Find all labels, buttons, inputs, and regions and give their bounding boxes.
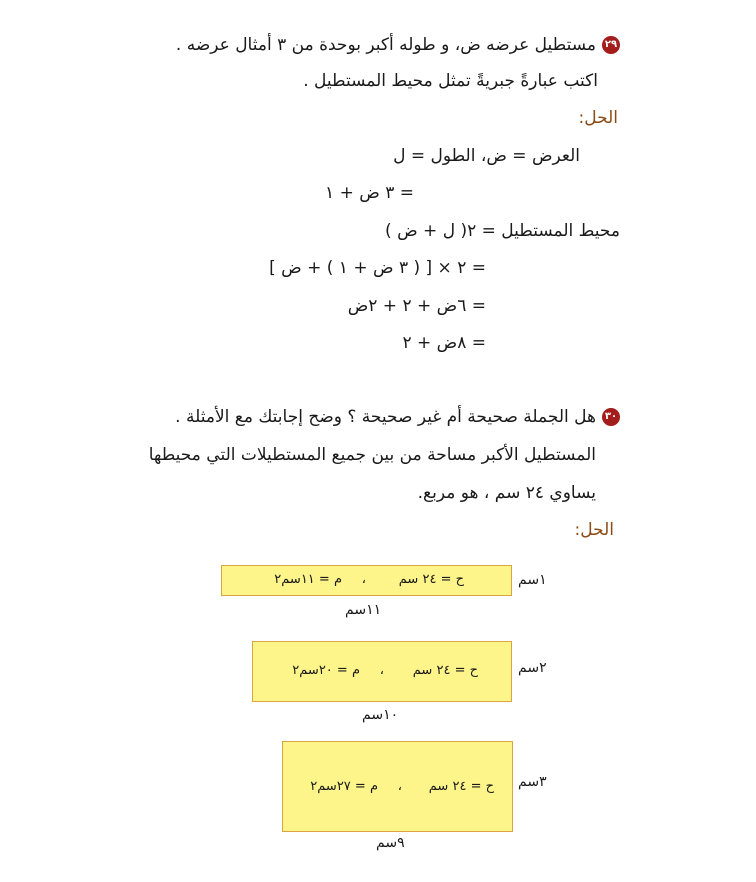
q29-step-1: العرض = ض، الطول = ل xyxy=(393,146,580,166)
rectangle-1-area: م = ١١سم٢ xyxy=(274,572,342,587)
rectangle-2-perimeter: ح = ٢٤ سم xyxy=(412,663,478,678)
rectangle-1-separator: ، xyxy=(361,572,366,587)
rectangle-1-width-label: ١١سم xyxy=(345,602,382,618)
q29-step-2: = ٣ ض + ١ xyxy=(325,183,414,203)
q29-step-6: = ٨ض + ٢ xyxy=(402,333,486,353)
rectangle-1-height-label: ١سم xyxy=(518,572,547,588)
rectangle-2-height-label: ٢سم xyxy=(518,660,547,676)
q30-line3: يساوي ٢٤ سم ، هو مربع. xyxy=(417,483,596,503)
q30-text-1: هل الجملة صحيحة أم غير صحيحة ؟ وضح إجابتك مع الأمثلة . xyxy=(175,407,596,427)
rectangle-2-width-label: ١٠سم xyxy=(362,707,399,723)
rectangle-3-area: م = ٢٧سم٢ xyxy=(310,779,378,794)
rectangle-2-separator: ، xyxy=(379,663,384,678)
rectangle-1 xyxy=(221,565,512,596)
q30-line1 xyxy=(175,406,620,428)
q29-step-3: محيط المستطيل = ٢( ل + ض ) xyxy=(385,221,620,241)
rectangle-1-perimeter: ح = ٢٤ سم xyxy=(398,572,464,587)
q30-number-badge: ٣٠ xyxy=(602,408,620,426)
q29-number-badge: ٢٩ xyxy=(602,36,620,54)
q30-line2: المستطيل الأكبر مساحة من بين جميع المستطيلات التي محيطها xyxy=(148,445,596,465)
rectangle-3-height-label: ٣سم xyxy=(518,774,547,790)
rectangle-3-width-label: ٩سم xyxy=(376,835,405,851)
q29-text-1: مستطيل عرضه ض، و طوله أكبر بوحدة من ٣ أمثال عرضه . xyxy=(175,35,596,55)
q29-step-4: = ٢ × [ ( ٣ ض + ١ ) + ض ] xyxy=(269,258,486,278)
rectangle-3-separator: ، xyxy=(397,779,402,794)
rectangle-2-area: م = ٢٠سم٢ xyxy=(292,663,360,678)
q29-line1 xyxy=(176,34,620,56)
q30-solution-label: الحل: xyxy=(574,520,614,540)
rectangle-3-perimeter: ح = ٢٤ سم xyxy=(428,779,494,794)
q29-step-5: = ٦ض + ٢ + ٢ض xyxy=(347,296,486,316)
q29-solution-label: الحل: xyxy=(578,108,618,128)
q29-line2: اكتب عبارةً جبريةً تمثل محيط المستطيل . xyxy=(303,71,598,91)
